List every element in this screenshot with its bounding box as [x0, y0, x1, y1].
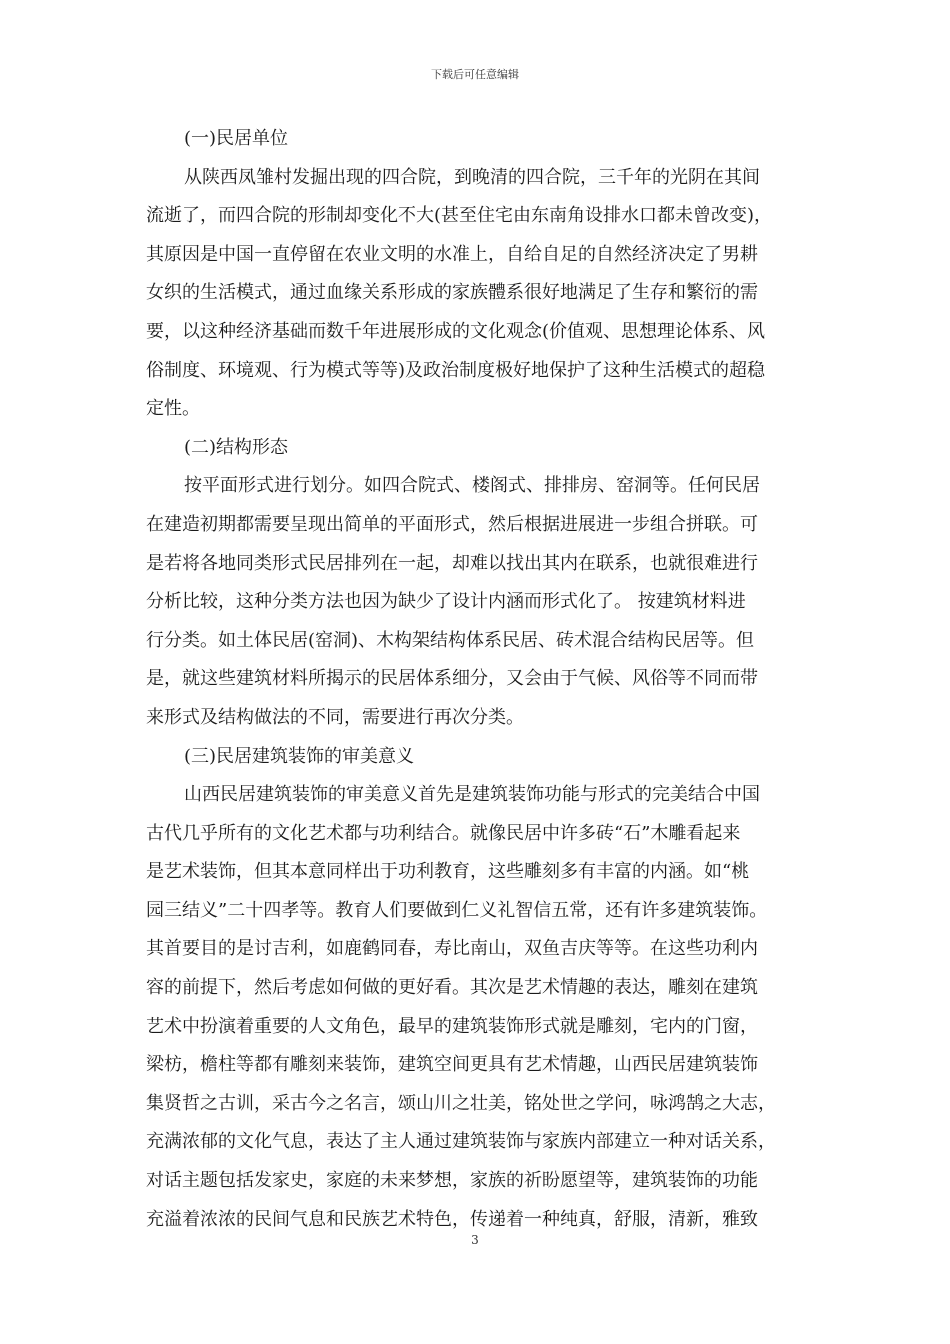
text-line: (二)结构形态	[184, 436, 289, 458]
text-line: 梁枋，檐柱等都有雕刻来装饰，建筑空间更具有艺术情趣，山西民居建筑装饰	[146, 1054, 758, 1076]
text-line: 来形式及结构做法的不同，需要进行再次分类。	[146, 706, 524, 728]
text-line: 对话主题包括发家史，家庭的未来梦想，家族的祈盼愿望等，建筑装饰的功能	[146, 1170, 758, 1192]
text-line: 在建造初期都需要呈现出简单的平面形式，然后根据进展进一步组合拼联。可	[146, 513, 758, 535]
page-header: 下载后可任意编辑	[431, 68, 519, 81]
text-line: 园三结义”二十四孝等。教育人们要做到仁义礼智信五常，还有许多建筑装饰。	[146, 899, 768, 921]
text-line: 艺术中扮演着重要的人文角色，最早的建筑装饰形式就是雕刻，宅内的门窗，	[146, 1015, 758, 1037]
text-line: 容的前提下，然后考虑如何做的更好看。其次是艺术情趣的表达，雕刻在建筑	[146, 977, 758, 999]
text-line: (一)民居单位	[184, 128, 289, 149]
text-line: 俗制度、环境观、行为模式等等)及政治制度极好地保护了这种生活模式的超稳	[146, 359, 766, 381]
text-line: 按平面形式进行划分。如四合院式、楼阁式、排排房、窑洞等。任何民居	[184, 475, 760, 497]
text-line: 其首要目的是讨吉利，如鹿鹤同春，寿比南山，双鱼吉庆等等。在这些功利内	[146, 938, 758, 960]
text-line: 充溢着浓浓的民间气息和民族艺术特色，传递着一种纯真，舒服，清新，雅致	[146, 1208, 758, 1230]
text-line: 山西民居建筑装饰的审美意义首先是建筑装饰功能与形式的完美结合中国	[184, 784, 760, 806]
text-line: 其原因是中国一直停留在农业文明的水准上，自给自足的自然经济决定了男耕	[146, 243, 758, 265]
text-line: 是若将各地同类形式民居排列在一起，却难以找出其内在联系，也就很难进行	[146, 552, 758, 574]
document-body	[146, 120, 818, 1239]
text-line: 行分类。如土体民居(窑洞)、木构架结构体系民居、砖术混合结构民居等。但	[146, 629, 755, 651]
text-line: 要，以这种经济基础而数千年进展形成的文化观念(价值观、思想理论体系、风	[146, 320, 766, 342]
text-line: (三)民居建筑装饰的审美意义	[184, 745, 415, 767]
text-line: 是艺术装饰，但其本意同样出于功利教育，这些雕刻多有丰富的内涵。如“桃	[146, 861, 750, 883]
text-line: 定性。	[146, 398, 200, 420]
text-line: 分析比较，这种分类方法也因为缺少了设计内涵而形式化了。 按建筑材料进	[146, 591, 746, 613]
text-line: 从陕西凤雏村发掘出现的四合院，到晚清的四合院，三千年的光阴在其间	[184, 166, 760, 188]
text-line: 古代几乎所有的文化艺术都与功利结合。就像民居中许多砖“石”木雕看起来	[146, 822, 741, 844]
text-line: 女织的生活模式，通过血缘关系形成的家族體系很好地满足了生存和繁衍的需	[146, 282, 758, 304]
page-number: 3	[471, 1233, 479, 1247]
text-line: 充满浓郁的文化气息，表达了主人通过建筑装饰与家族内部建立一种对话关系，	[146, 1131, 776, 1153]
text-line: 是，就这些建筑材料所揭示的民居体系细分，又会由于气候、风俗等不同而带	[146, 668, 758, 690]
text-line: 流逝了，而四合院的形制却变化不大(甚至住宅由东南角设排水口都未曾改变)，	[146, 205, 773, 227]
text-line: 集贤哲之古训，采古今之名言，颂山川之壮美，铭处世之学问，咏鸿鹄之大志，	[146, 1092, 776, 1114]
